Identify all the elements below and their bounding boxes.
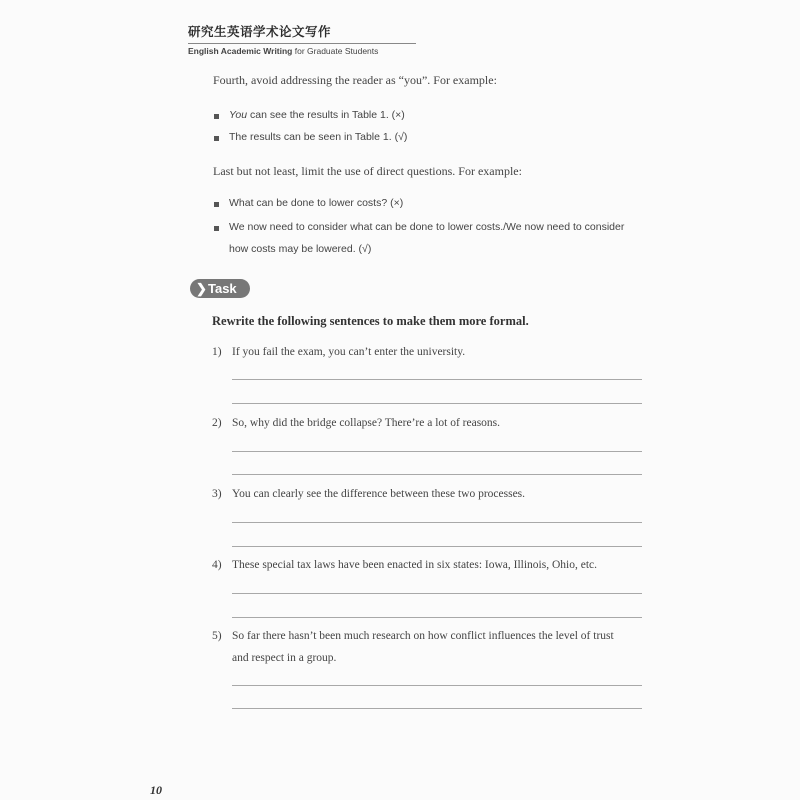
chevron-right-icon: ❯ xyxy=(196,281,207,296)
bullet-text-continued: how costs may be lowered. (√) xyxy=(229,243,372,255)
question-number: 2) xyxy=(212,417,222,429)
page-number: 10 xyxy=(150,783,162,797)
book-title-english xyxy=(188,46,418,56)
question-number: 5) xyxy=(212,630,222,642)
question-text: So, why did the bridge collapse? There’re a lot of reasons. xyxy=(232,417,501,429)
bullet-text: We now need to consider what can be done to lower costs./We now need to consider xyxy=(229,221,625,233)
question-number: 3) xyxy=(212,488,222,500)
bullet-emphasis: You xyxy=(229,109,248,121)
answer-line[interactable] xyxy=(232,546,642,547)
answer-line[interactable] xyxy=(232,708,642,709)
header-rule xyxy=(188,43,416,44)
answer-line[interactable] xyxy=(232,403,642,404)
bullet-text: You can see the results in Table 1. (×) xyxy=(229,109,405,121)
paragraph-last: Last but not least, limit the use of direct questions. For example: xyxy=(213,164,522,178)
question-text: These special tax laws have been enacted in six states: Iowa, Illinois, Ohio, etc. xyxy=(232,559,598,571)
bullet-text: What can be done to lower costs? (×) xyxy=(229,197,404,209)
question-text: If you fail the exam, you can’t enter the university. xyxy=(232,346,466,358)
question-number: 1) xyxy=(212,346,222,358)
bullet-square-icon xyxy=(214,226,219,231)
question-text: You can clearly see the difference between these two processes. xyxy=(232,488,526,500)
paragraph-fourth: Fourth, avoid addressing the reader as “you”. For example: xyxy=(213,73,497,87)
task-instruction: Rewrite the following sentences to make them more formal. xyxy=(212,314,529,328)
answer-line[interactable] xyxy=(232,474,642,475)
running-header xyxy=(188,22,418,56)
book-title-english-rest: for Graduate Students xyxy=(292,46,379,56)
bullet-square-icon xyxy=(214,136,219,141)
answer-line[interactable] xyxy=(232,685,642,686)
task-badge-label: Task xyxy=(208,281,237,296)
book-title-english-bold: English Academic Writing xyxy=(188,46,293,56)
question-text: So far there hasn’t been much research on how conflict influences the level of trust xyxy=(232,630,614,642)
question-text-continued: and respect in a group. xyxy=(232,652,337,664)
answer-line[interactable] xyxy=(232,451,642,452)
answer-line[interactable] xyxy=(232,593,642,594)
bullet-square-icon xyxy=(214,114,219,119)
task-badge xyxy=(190,279,250,298)
bullet-square-icon xyxy=(214,202,219,207)
book-title-chinese: 研究生英语学术论文写作 xyxy=(188,24,332,39)
answer-line[interactable] xyxy=(232,617,642,618)
bullet-text: The results can be seen in Table 1. (√) xyxy=(229,131,408,143)
question-number: 4) xyxy=(212,559,222,571)
answer-line[interactable] xyxy=(232,379,642,380)
answer-line[interactable] xyxy=(232,522,642,523)
